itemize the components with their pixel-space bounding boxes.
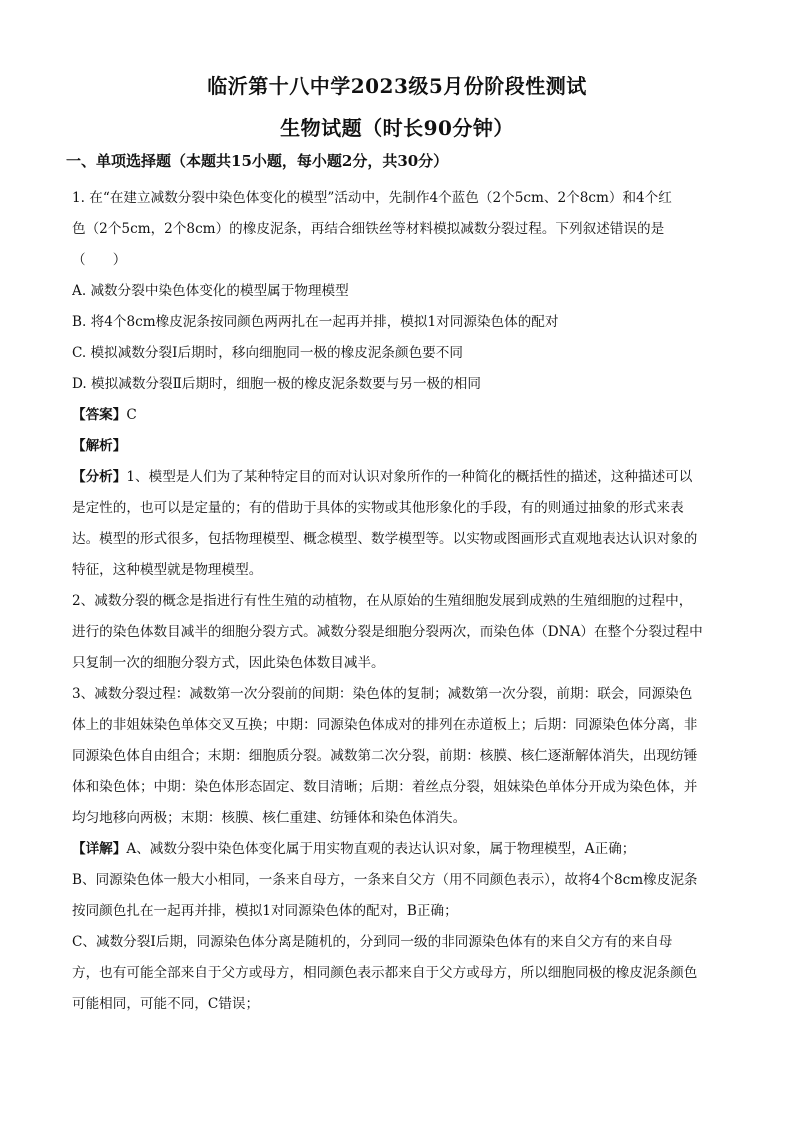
- detail-line: 可能相同，可能不同，C错误；: [72, 996, 260, 1012]
- question-body: [72, 183, 726, 1020]
- analysis-label: 【解析】: [72, 438, 127, 454]
- detail-line: 方，也有可能全部来自于父方或母方，相同颜色表示都来自于父方或母方，所以细胞同极的橡皮泥条颜色: [72, 965, 698, 981]
- detail-label: 【详解】: [72, 841, 127, 857]
- detail-line: [72, 834, 726, 865]
- analysis-line: 体上的非姐妹染色单体交叉互换；中期：同源染色体成对的排列在赤道板上；后期：同源染色体分离，非: [72, 717, 698, 733]
- option-b: B. 将4个8cm橡皮泥条按同颜色两两扎在一起再并排，模拟1对同源染色体的配对: [72, 314, 559, 330]
- detail-line: C、减数分裂Ⅰ后期，同源染色体分离是随机的，分到同一级的非同源染色体有的来自父方有的来自母: [72, 934, 673, 950]
- analysis-line: 均匀地移向两极；末期：核膜、核仁重建、纺锤体和染色体消失。: [72, 810, 467, 826]
- analysis-line: 同源染色体自由组合；末期：细胞质分裂。减数第二次分裂，前期：核膜、核仁逐渐解体消失，出现纺锤: [72, 748, 698, 764]
- question-stem-line: 1. 在“在建立减数分裂中染色体变化的模型”活动中，先制作4个蓝色（2个5cm、2个8cm）和4个红: [72, 190, 672, 206]
- section-heading: 一、单项选择题（本题共15小题，每小题2分，共30分）: [66, 152, 449, 170]
- analysis-line: 体和染色体；中期：染色体形态固定、数目清晰；后期：着丝点分裂，姐妹染色单体分开成为染色体，并: [72, 779, 698, 795]
- analysis-text: 1、模型是人们为了某种特定目的而对认识对象所作的一种简化的概括性的描述，这种描述可以: [126, 469, 693, 485]
- option-a: A. 减数分裂中染色体变化的模型属于物理模型: [72, 283, 349, 299]
- analysis-line: 只复制一次的细胞分裂方式，因此染色体数目减半。: [72, 655, 385, 671]
- question-stem-line: 色（2个5cm，2个8cm）的橡皮泥条，再结合细铁丝等材料模拟减数分裂过程。下列叙述错误的是: [72, 221, 665, 237]
- exam-title: 临沂第十八中学2023级5月份阶段性测试: [207, 74, 587, 98]
- analysis-line: 达。模型的形式很多，包括物理模型、概念模型、数学模型等。以实物或图画形式直观地表达认识对象的: [72, 531, 698, 547]
- analysis-line: 3、减数分裂过程：减数第一次分裂前的间期：染色体的复制；减数第一次分裂，前期：联会，同源染色: [72, 686, 693, 702]
- analysis-line: 是定性的，也可以是定量的；有的借助于具体的实物或其他形象化的手段，有的则通过抽象的形式来表: [72, 500, 684, 516]
- option-d: D. 模拟减数分裂Ⅱ后期时，细胞一极的橡皮泥条数要与另一极的相同: [72, 376, 481, 392]
- analysis-line: 特征，这种模型就是物理模型。: [72, 562, 263, 578]
- answer-line: [72, 400, 726, 431]
- analysis-heading: [72, 431, 726, 462]
- exam-subtitle: 生物试题（时长90分钟）: [280, 116, 514, 140]
- analysis-line: 2、减数分裂的概念是指进行有性生殖的动植物，在从原始的生殖细胞发展到成熟的生殖细胞的过程中，: [72, 593, 693, 609]
- fenxi-label: 【分析】: [72, 469, 127, 485]
- detail-line: B、同源染色体一般大小相同，一条来自母方，一条来自父方（用不同颜色表示），故将4个8cm橡皮泥条: [72, 872, 698, 888]
- answer-value: C: [126, 407, 137, 423]
- question-stem-line: （ ）: [72, 252, 127, 268]
- option-c: C. 模拟减数分裂Ⅰ后期时，移向细胞同一极的橡皮泥条颜色要不同: [72, 345, 463, 361]
- analysis-line: [72, 462, 726, 493]
- answer-label: 【答案】: [72, 407, 127, 423]
- detail-line: 按同颜色扎在一起再并排，模拟1对同源染色体的配对，B正确；: [72, 903, 458, 919]
- detail-text: A、减数分裂中染色体变化属于用实物直观的表达认识对象，属于物理模型，A正确；: [126, 841, 636, 857]
- analysis-line: 进行的染色体数目减半的细胞分裂方式。减数分裂是细胞分裂两次，而染色体（DNA）在整个分裂过程中: [72, 624, 703, 640]
